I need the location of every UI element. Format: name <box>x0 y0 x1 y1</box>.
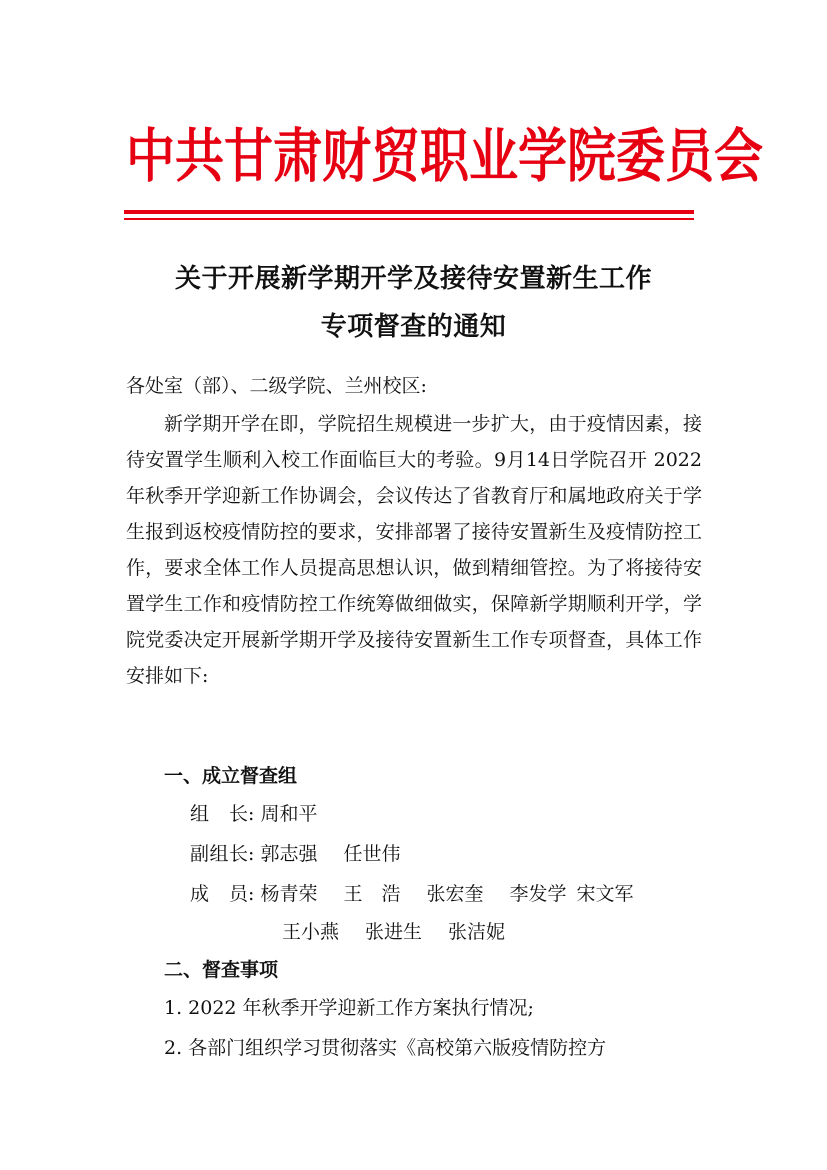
member-name: 李发学 <box>509 883 567 905</box>
document-title-line-2: 专项督查的通知 <box>320 312 507 342</box>
inspection-item-1: 1. 2022 年秋季开学迎新工作方案执行情况; <box>164 997 534 1019</box>
body-paragraph: 新学期开学在即，学院招生规模进一步扩大，由于疫情因素，接待安置学生顺利入校工作面临巨大的考验。9月14日学院召开 2022 年秋季开学迎新工作协调会，会议传达了省教育厅和属地政府关于学生报到返校疫情防控的要求，安排部署了接待安置新生及疫情防控工作，要求全体工作人员提高思想认识，做到精细管控。为了将接待安置学生工作和疫情防控工作统筹做细做实，保障新学期顺利开学，学院党委决定开展新学期开学及接待安置新生工作专项督查，具体工作安排如下: <box>126 413 702 687</box>
member-name: 宋文军 <box>576 883 634 905</box>
members-row-2 <box>282 914 531 950</box>
member-name: 王小燕 <box>282 921 340 943</box>
deputy-label: 副组长 <box>190 843 248 865</box>
masthead-org-name: 中共甘肃财贸职业学院委员会 <box>126 122 764 191</box>
masthead-rule-thin <box>124 218 694 220</box>
section-heading-1: 一、成立督查组 <box>164 765 298 787</box>
deputy-name: 任世伟 <box>343 843 401 865</box>
deputy-row <box>190 836 426 872</box>
deputy-colon: : <box>248 843 255 865</box>
masthead-rule-thick <box>124 210 694 214</box>
member-name: 张洁妮 <box>448 921 506 943</box>
leader-name: 周和平 <box>260 803 318 825</box>
leader-row <box>190 796 317 832</box>
member-name: 张宏奎 <box>426 883 484 905</box>
inspection-item-2: 2. 各部门组织学习贯彻落实《高校第六版疫情防控方 <box>164 1037 607 1059</box>
leader-colon: : <box>248 803 255 825</box>
section-heading-2: 二、督查事项 <box>164 959 279 981</box>
members-row-1 <box>190 876 634 912</box>
deputy-name: 郭志强 <box>260 843 318 865</box>
salutation: 各处室（部）、二级学院、兰州校区: <box>126 375 427 397</box>
members-colon: : <box>248 883 255 905</box>
member-name: 杨青荣 <box>260 883 318 905</box>
member-name: 王 浩 <box>343 883 401 905</box>
members-label: 成员 <box>190 883 248 905</box>
document-title-line-1: 关于开展新学期开学及接待安置新生工作 <box>174 264 652 294</box>
leader-label: 组长 <box>190 803 248 825</box>
member-name: 张进生 <box>365 921 423 943</box>
